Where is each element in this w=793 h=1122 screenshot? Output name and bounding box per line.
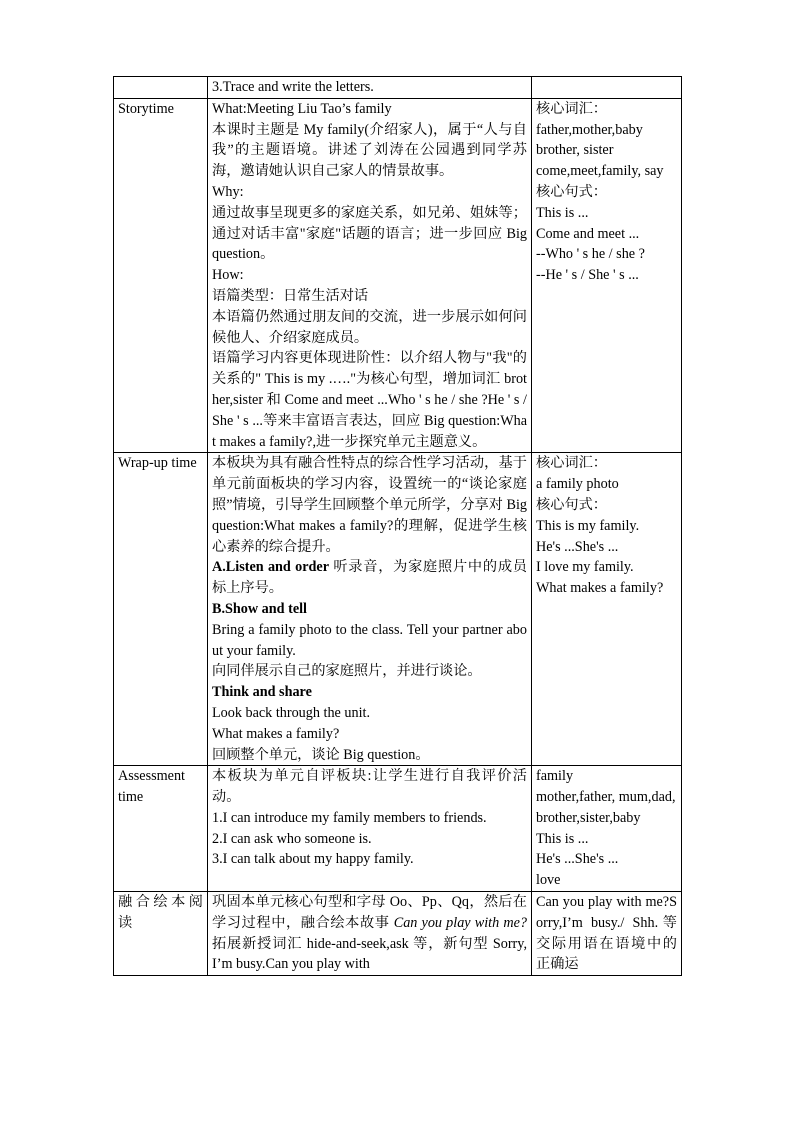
lesson-plan-table xyxy=(113,76,682,976)
vocab-cell xyxy=(532,98,682,453)
vocab-line: 核心句式： xyxy=(536,183,607,200)
content-line: What makes a family? xyxy=(212,725,340,742)
vocab-line: love xyxy=(536,872,561,889)
content-cell xyxy=(208,766,532,892)
content-line: 本板块为单元自评板块:让学生进行自我评价活动。 xyxy=(212,768,527,806)
content-line: 3.Trace and write the letters. xyxy=(212,79,374,95)
content-line: Bring a family photo to the class. Tell your partner about your family. xyxy=(212,621,527,659)
vocab-cell xyxy=(532,892,682,976)
vocab-line: --He ' s / She ' s ... xyxy=(536,267,639,284)
vocab-cell xyxy=(532,77,682,99)
vocab-line: family xyxy=(536,768,574,785)
vocab-cell xyxy=(532,453,682,766)
vocab-line: mother,father, mum,dad, brother,sister,baby xyxy=(536,789,676,826)
vocab-line: This is my family. xyxy=(536,517,640,534)
vocab-line: --Who ' s he / she ? xyxy=(536,246,645,263)
vocab-line: Can you play with me?Sorry,I’m busy./ Shh.等交际用语在语境中的正确运 xyxy=(536,894,677,973)
content-line: 1.I can introduce my family members to friends. xyxy=(212,809,487,826)
content-line: What:Meeting Liu Tao’s family xyxy=(212,100,392,117)
content-line: 向同伴展示自己的家庭照片，并进行谈论。 xyxy=(212,663,482,680)
section-cell: Storytime xyxy=(114,98,208,453)
book-title: Can you play with me? xyxy=(393,914,527,931)
content-cell xyxy=(208,77,532,99)
activity-title: B.Show and tell xyxy=(212,600,308,617)
vocab-line: Come and meet ... xyxy=(536,225,640,242)
content-line: Why: xyxy=(212,183,244,200)
section-cell: Assessment time xyxy=(114,766,208,892)
content-line: 语篇学习内容更体现进阶性：以介绍人物与"我"的关系的" This is my .…."为核心句型，增加词汇 brother,sister 和 Come and meet ...Who ' s he / she ?He ' s / She ' s ...等来丰富语言表达，回应 Big question:What makes a family?,进一步探究单元主题意义。 xyxy=(212,350,527,450)
vocab-line: This is ... xyxy=(536,204,589,221)
vocab-line: a family photo xyxy=(536,476,619,493)
content-line xyxy=(212,599,527,620)
table-row xyxy=(114,892,682,976)
vocab-line: I love my family. xyxy=(536,559,634,576)
vocab-line: This is ... xyxy=(536,830,589,847)
content-cell xyxy=(208,453,532,766)
content-line: 本语篇仍然通过朋友间的交流，进一步展示如何问候他人、介绍家庭成员。 xyxy=(212,308,527,346)
vocab-line: 核心句式： xyxy=(536,496,607,513)
content-cell xyxy=(208,892,532,976)
content-cell xyxy=(208,98,532,453)
content-text: 拓展新授词汇 hide-and-seek,ask 等，新句型 Sorry,I’m busy.Can you play with xyxy=(212,935,527,973)
vocab-cell xyxy=(532,766,682,892)
table-row xyxy=(114,453,682,766)
table-row xyxy=(114,766,682,892)
section-cell: 融合绘本阅读 xyxy=(114,892,208,976)
content-text: 巩固本单元核心句型和字母 Oo、Pp、Qq，然后在学习过程中，融合绘本故事 xyxy=(212,894,527,931)
activity-title: Think and share xyxy=(212,684,312,701)
content-line: 本课时主题是 My family(介绍家人)，属于“人与自我”的主题语境。讲述了刘涛在公园遇到同学苏海，邀请她认识自己家人的情景故事。 xyxy=(212,121,527,180)
vocab-line: 核心词汇： xyxy=(536,100,607,117)
content-line: 语篇类型：日常生活对话 xyxy=(212,287,369,304)
section-cell xyxy=(114,77,208,99)
activity-text: 听录音，为家庭照片中的成员标上序号。 xyxy=(212,559,527,597)
activity-title: A.Listen and order xyxy=(212,559,330,576)
content-line: How: xyxy=(212,267,244,284)
vocab-line: What makes a family? xyxy=(536,580,664,597)
content-line xyxy=(212,557,527,599)
content-line: 通过故事呈现更多的家庭关系，如兄弟、姐妹等；通过对话丰富"家庭"话题的语言；进一步回应 Big question。 xyxy=(212,204,527,263)
content-line: 2.I can ask who someone is. xyxy=(212,830,372,847)
content-line: 回顾整个单元，谈论 Big question。 xyxy=(212,746,430,763)
content-line: 3.I can talk about my happy family. xyxy=(212,851,414,868)
content-line xyxy=(212,682,527,703)
vocab-line: He's ...She's ... xyxy=(536,538,619,555)
vocab-line: He's ...She's ... xyxy=(536,851,619,868)
vocab-line: 核心词汇： xyxy=(536,455,607,472)
content-line: 本板块为具有融合性特点的综合性学习活动，基于单元前面板块的学习内容，设置统一的“谈论家庭照”情境，引导学生回顾整个单元所学，分享对 Big question:What makes a family?的理解，促进学生核心素养的综合提升。 xyxy=(212,455,527,555)
section-cell: Wrap-up time xyxy=(114,453,208,766)
vocab-line: father,mother,baby brother, sister come,meet,family, say xyxy=(536,121,664,180)
content-line: Look back through the unit. xyxy=(212,704,371,721)
table-row xyxy=(114,98,682,453)
table-row xyxy=(114,77,682,99)
